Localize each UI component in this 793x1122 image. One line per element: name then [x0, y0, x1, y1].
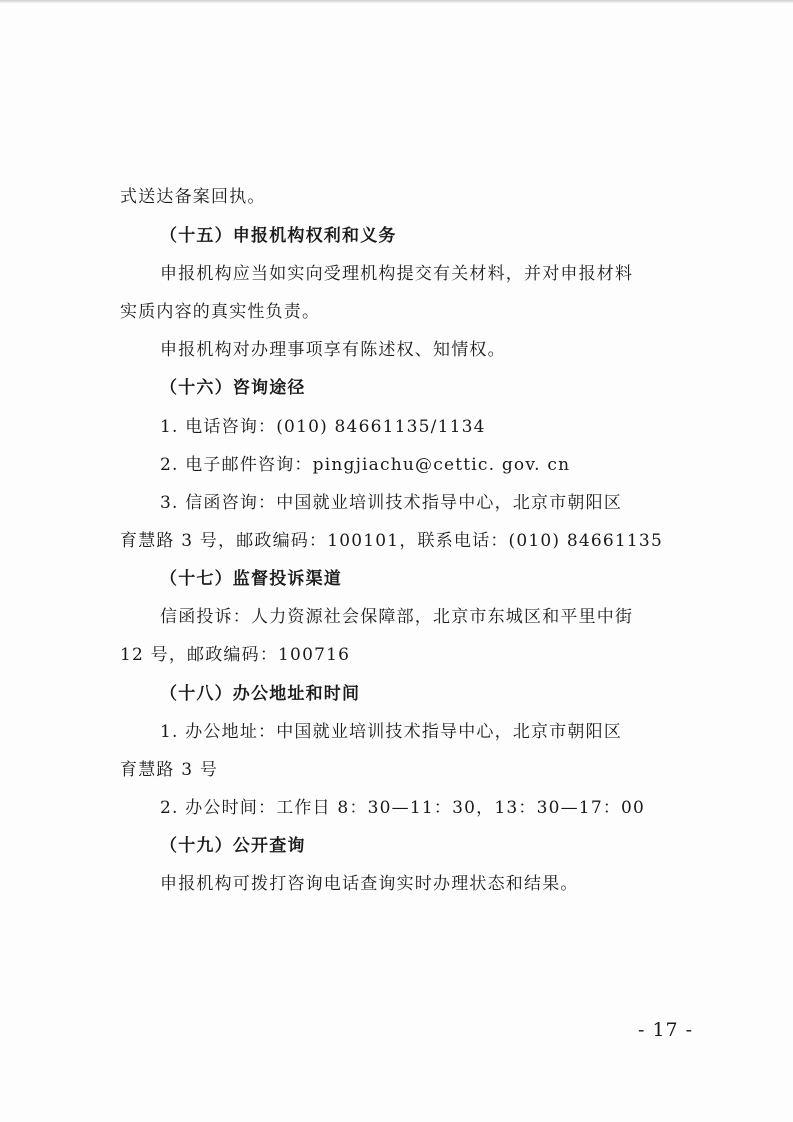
letter-consultation: 3. 信函咨询：中国就业培训技术指导中心，北京市朝阳区	[160, 493, 623, 513]
complaint-letter: 信函投诉：人力资源社会保障部，北京市东城区和平里中街	[160, 607, 634, 627]
section-heading-19: （十九）公开查询	[160, 836, 306, 856]
page-number: - 17 -	[638, 1019, 694, 1041]
office-address: 1. 办公地址：中国就业培训技术指导中心，北京市朝阳区	[160, 722, 623, 742]
letter-consultation-cont: 育慧路 3 号，邮政编码：100101，联系电话：(010) 84661135	[120, 531, 663, 551]
office-address-cont: 育慧路 3 号	[120, 760, 219, 780]
email-consultation: 2. 电子邮件咨询：pingjiachu@cettic. gov. cn	[160, 455, 571, 475]
complaint-letter-cont: 12 号，邮政编码：100716	[120, 645, 351, 665]
office-hours: 2. 办公时间：工作日 8：30—11：30，13：30—17：00	[160, 798, 646, 818]
section-heading-18: （十八）办公地址和时间	[160, 684, 361, 704]
section-heading-15: （十五）申报机构权利和义务	[160, 226, 397, 246]
page-top-edge	[0, 0, 793, 3]
paragraph-line: 实质内容的真实性负责。	[120, 302, 321, 322]
paragraph-line: 申报机构可拨打咨询电话查询实时办理状态和结果。	[160, 874, 579, 894]
paragraph-line: 申报机构应当如实向受理机构提交有关材料，并对申报材料	[160, 264, 634, 284]
paragraph-line: 式送达备案回执。	[120, 187, 266, 207]
paragraph-line: 申报机构对办理事项享有陈述权、知情权。	[160, 340, 506, 360]
section-heading-16: （十六）咨询途径	[160, 378, 306, 398]
section-heading-17: （十七）监督投诉渠道	[160, 569, 342, 589]
phone-consultation: 1. 电话咨询：(010) 84661135/1134	[160, 417, 486, 437]
